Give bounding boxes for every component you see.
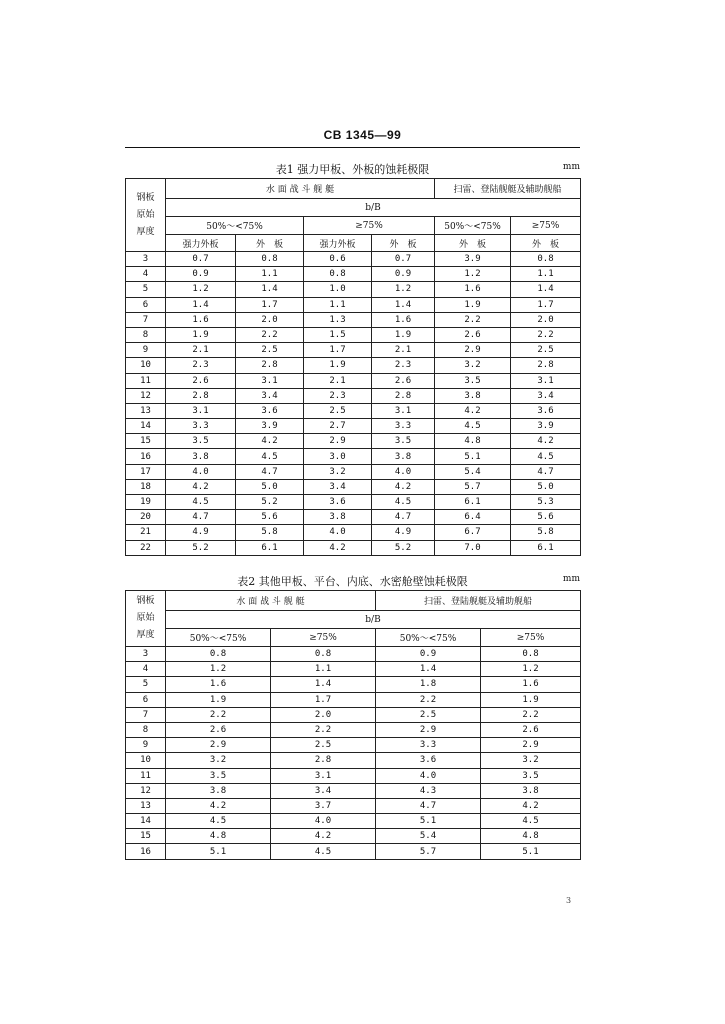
limit-value-cell: 3.6 [376,753,481,768]
limit-value-cell: 3.9 [236,419,304,434]
limit-value-cell: 2.6 [435,327,511,342]
table-row [126,783,581,798]
limit-value-cell: 2.6 [372,373,435,388]
limit-value-cell: 1.4 [511,282,581,297]
limit-value-cell: 1.4 [372,297,435,312]
limit-value-cell: 3.8 [166,449,236,464]
plate-thickness-cell: 15 [126,434,166,449]
limit-value-cell: 5.7 [435,479,511,494]
limit-value-cell: 3.5 [481,768,581,783]
limit-value-cell: 0.8 [481,647,581,662]
table1-col-label: 外 板 [511,235,581,252]
table2-stub-header [126,591,166,647]
plate-thickness-cell: 6 [126,297,166,312]
table-row [126,768,581,783]
table1-ratio-b2: ≥75% [511,217,581,235]
limit-value-cell: 6.7 [435,525,511,540]
limit-value-cell: 2.6 [166,722,271,737]
limit-value-cell: 2.8 [511,358,581,373]
limit-value-cell: 3.7 [271,798,376,813]
limit-value-cell: 4.9 [166,525,236,540]
plate-thickness-cell: 11 [126,768,166,783]
plate-thickness-cell: 15 [126,829,166,844]
limit-value-cell: 2.6 [166,373,236,388]
limit-value-cell: 3.9 [435,252,511,267]
limit-value-cell: 2.0 [236,312,304,327]
table-row [126,343,581,358]
table2-col-label: ≥75% [271,629,376,647]
limit-value-cell: 1.2 [435,267,511,282]
limit-value-cell: 3.3 [372,419,435,434]
limit-value-cell: 3.5 [166,768,271,783]
limit-value-cell: 1.1 [304,297,372,312]
plate-thickness-cell: 16 [126,844,166,859]
limit-value-cell: 6.4 [435,510,511,525]
limit-value-cell: 2.2 [481,707,581,722]
limit-value-cell: 4.8 [481,829,581,844]
plate-thickness-cell: 14 [126,419,166,434]
table-row [126,677,581,692]
stub-line: 钢板 [136,596,155,606]
limit-value-cell: 0.6 [304,252,372,267]
limit-value-cell: 1.6 [166,677,271,692]
limit-value-cell: 2.3 [166,358,236,373]
limit-value-cell: 3.2 [435,358,511,373]
limit-value-cell: 4.2 [166,479,236,494]
table-row [126,419,581,434]
page-number: 3 [566,896,572,905]
limit-value-cell: 0.7 [166,252,236,267]
limit-value-cell: 1.1 [236,267,304,282]
limit-value-cell: 2.6 [481,722,581,737]
limit-value-cell: 1.9 [166,327,236,342]
limit-value-cell: 3.4 [236,388,304,403]
limit-value-cell: 4.2 [372,479,435,494]
limit-value-cell: 2.9 [435,343,511,358]
limit-value-cell: 4.2 [481,798,581,813]
limit-value-cell: 7.0 [435,540,511,555]
limit-value-cell: 4.5 [372,495,435,510]
plate-thickness-cell: 16 [126,449,166,464]
table2-group-surface-combatant: 水 面 战 斗 舰 艇 [166,591,376,611]
limit-value-cell: 2.9 [481,738,581,753]
limit-value-cell: 1.4 [166,297,236,312]
limit-value-cell: 2.8 [271,753,376,768]
limit-value-cell: 1.4 [271,677,376,692]
limit-value-cell: 2.7 [304,419,372,434]
limit-value-cell: 2.1 [304,373,372,388]
limit-value-cell: 2.3 [304,388,372,403]
table2-col-label: ≥75% [481,629,581,647]
plate-thickness-cell: 21 [126,525,166,540]
plate-thickness-cell: 12 [126,388,166,403]
limit-value-cell: 2.2 [511,327,581,342]
plate-thickness-cell: 3 [126,252,166,267]
table-row [126,844,581,859]
plate-thickness-cell: 18 [126,479,166,494]
table1-ratio-a1: 50%～<75% [166,217,304,235]
stub-line: 厚度 [136,630,155,640]
plate-thickness-cell: 19 [126,495,166,510]
limit-value-cell: 2.5 [376,707,481,722]
limit-value-cell: 5.0 [511,479,581,494]
table-row [126,662,581,677]
stub-line: 厚度 [136,226,155,237]
limit-value-cell: 1.2 [481,662,581,677]
limit-value-cell: 4.7 [236,464,304,479]
limit-value-cell: 5.1 [435,449,511,464]
limit-value-cell: 4.5 [166,814,271,829]
limit-value-cell: 3.1 [511,373,581,388]
stub-line: 钢板 [136,192,155,203]
limit-value-cell: 5.4 [435,464,511,479]
limit-value-cell: 5.8 [236,525,304,540]
limit-value-cell: 5.1 [481,844,581,859]
plate-thickness-cell: 5 [126,677,166,692]
limit-value-cell: 2.0 [511,312,581,327]
limit-value-cell: 5.7 [376,844,481,859]
table2-col-label: 50%～<75% [376,629,481,647]
limit-value-cell: 4.5 [511,449,581,464]
limit-value-cell: 4.0 [376,768,481,783]
plate-thickness-cell: 8 [126,722,166,737]
limit-value-cell: 3.3 [376,738,481,753]
limit-value-cell: 5.2 [166,540,236,555]
limit-value-cell: 2.5 [304,403,372,418]
limit-value-cell: 3.4 [511,388,581,403]
limit-value-cell: 0.7 [372,252,435,267]
table1-col-label: 外 板 [435,235,511,252]
limit-value-cell: 0.8 [236,252,304,267]
limit-value-cell: 3.5 [435,373,511,388]
limit-value-cell: 1.6 [481,677,581,692]
limit-value-cell: 5.1 [166,844,271,859]
limit-value-cell: 4.2 [271,829,376,844]
limit-value-cell: 4.3 [376,783,481,798]
limit-value-cell: 3.4 [271,783,376,798]
limit-value-cell: 2.2 [236,327,304,342]
table1-stub-header [126,179,166,252]
limit-value-cell: 4.5 [271,844,376,859]
table-row [126,829,581,844]
table-row [126,327,581,342]
table-row [126,282,581,297]
table2-col-label: 50%～<75% [166,629,271,647]
limit-value-cell: 2.5 [236,343,304,358]
limit-value-cell: 4.2 [511,434,581,449]
limit-value-cell: 5.3 [511,495,581,510]
table-row [126,373,581,388]
limit-value-cell: 1.1 [271,662,376,677]
table-row [126,449,581,464]
limit-value-cell: 0.8 [166,647,271,662]
limit-value-cell: 1.9 [304,358,372,373]
limit-value-cell: 1.2 [166,662,271,677]
table1 [125,178,581,556]
limit-value-cell: 3.1 [236,373,304,388]
plate-thickness-cell: 20 [126,510,166,525]
limit-value-cell: 5.6 [511,510,581,525]
limit-value-cell: 3.3 [166,419,236,434]
limit-value-cell: 0.8 [271,647,376,662]
plate-thickness-cell: 10 [126,753,166,768]
limit-value-cell: 1.5 [304,327,372,342]
table-row [126,722,581,737]
limit-value-cell: 5.6 [236,510,304,525]
table-row [126,798,581,813]
limit-value-cell: 3.1 [271,768,376,783]
limit-value-cell: 1.6 [166,312,236,327]
limit-value-cell: 5.8 [511,525,581,540]
limit-value-cell: 1.7 [271,692,376,707]
table2-body [126,647,581,860]
table1-body [126,252,581,556]
limit-value-cell: 6.1 [435,495,511,510]
limit-value-cell: 0.9 [376,647,481,662]
table1-ratio-b1: 50%～<75% [435,217,511,235]
limit-value-cell: 4.0 [304,525,372,540]
limit-value-cell: 3.8 [166,783,271,798]
plate-thickness-cell: 13 [126,798,166,813]
table-row [126,738,581,753]
limit-value-cell: 3.5 [166,434,236,449]
limit-value-cell: 1.9 [166,692,271,707]
plate-thickness-cell: 22 [126,540,166,555]
limit-value-cell: 2.8 [372,388,435,403]
limit-value-cell: 4.0 [271,814,376,829]
limit-value-cell: 3.6 [304,495,372,510]
table-row [126,540,581,555]
table-row [126,388,581,403]
plate-thickness-cell: 7 [126,707,166,722]
table1-group-surface-combatant: 水 面 战 斗 舰 艇 [166,179,435,199]
limit-value-cell: 4.5 [166,495,236,510]
limit-value-cell: 4.8 [166,829,271,844]
limit-value-cell: 2.3 [372,358,435,373]
limit-value-cell: 2.1 [372,343,435,358]
plate-thickness-cell: 4 [126,662,166,677]
limit-value-cell: 4.8 [435,434,511,449]
limit-value-cell: 2.8 [166,388,236,403]
table-row [126,312,581,327]
plate-thickness-cell: 13 [126,403,166,418]
table2-title: 表2 其他甲板、平台、内底、水密舱壁蚀耗极限 [237,575,468,588]
limit-value-cell: 1.2 [166,282,236,297]
plate-thickness-cell: 9 [126,343,166,358]
plate-thickness-cell: 17 [126,464,166,479]
limit-value-cell: 3.8 [435,388,511,403]
limit-value-cell: 4.7 [166,510,236,525]
limit-value-cell: 4.7 [376,798,481,813]
table1-col-label: 外 板 [236,235,304,252]
limit-value-cell: 2.9 [166,738,271,753]
limit-value-cell: 4.2 [166,798,271,813]
limit-value-cell: 3.6 [511,403,581,418]
limit-value-cell: 4.5 [481,814,581,829]
limit-value-cell: 1.7 [304,343,372,358]
limit-value-cell: 0.8 [304,267,372,282]
plate-thickness-cell: 5 [126,282,166,297]
limit-value-cell: 1.7 [236,297,304,312]
limit-value-cell: 3.2 [304,464,372,479]
table2-ratio-label: b/B [166,611,581,629]
plate-thickness-cell: 12 [126,783,166,798]
limit-value-cell: 3.2 [481,753,581,768]
table2 [125,590,581,860]
table-row [126,267,581,282]
limit-value-cell: 1.0 [304,282,372,297]
limit-value-cell: 2.2 [376,692,481,707]
limit-value-cell: 2.0 [271,707,376,722]
table1-col-label: 强力外板 [304,235,372,252]
table-row [126,525,581,540]
table2-caption-bar [125,573,580,587]
table-row [126,358,581,373]
limit-value-cell: 4.7 [372,510,435,525]
limit-value-cell: 3.4 [304,479,372,494]
limit-value-cell: 6.1 [236,540,304,555]
limit-value-cell: 4.5 [435,419,511,434]
limit-value-cell: 1.9 [372,327,435,342]
plate-thickness-cell: 3 [126,647,166,662]
table-row [126,510,581,525]
limit-value-cell: 2.5 [511,343,581,358]
plate-thickness-cell: 14 [126,814,166,829]
table-row [126,403,581,418]
limit-value-cell: 1.6 [372,312,435,327]
limit-value-cell: 0.8 [511,252,581,267]
limit-value-cell: 0.9 [372,267,435,282]
limit-value-cell: 3.6 [236,403,304,418]
table-row [126,692,581,707]
table2-unit: mm [562,574,580,584]
table1-unit: mm [562,162,580,172]
limit-value-cell: 1.2 [372,282,435,297]
limit-value-cell: 1.4 [376,662,481,677]
table-row [126,252,581,267]
limit-value-cell: 2.2 [271,722,376,737]
limit-value-cell: 4.0 [372,464,435,479]
limit-value-cell: 3.8 [304,510,372,525]
table2-group-mine-landing-auxiliary: 扫雷、登陆舰艇及辅助舰船 [376,591,581,611]
table-row [126,495,581,510]
limit-value-cell: 5.0 [236,479,304,494]
table1-group-mine-landing-auxiliary: 扫雷、登陆舰艇及辅助舰船 [435,179,581,199]
table1-caption-bar [125,161,580,175]
limit-value-cell: 1.6 [435,282,511,297]
table1-col-label: 强力外板 [166,235,236,252]
plate-thickness-cell: 11 [126,373,166,388]
table-row [126,814,581,829]
plate-thickness-cell: 9 [126,738,166,753]
limit-value-cell: 2.5 [271,738,376,753]
limit-value-cell: 4.9 [372,525,435,540]
limit-value-cell: 4.2 [435,403,511,418]
limit-value-cell: 3.9 [511,419,581,434]
stub-line: 原始 [136,209,155,220]
table-row [126,297,581,312]
limit-value-cell: 1.9 [435,297,511,312]
limit-value-cell: 3.1 [166,403,236,418]
limit-value-cell: 5.4 [376,829,481,844]
table-row [126,434,581,449]
limit-value-cell: 2.2 [166,707,271,722]
limit-value-cell: 3.8 [372,449,435,464]
limit-value-cell: 1.8 [376,677,481,692]
table-row [126,647,581,662]
limit-value-cell: 6.1 [511,540,581,555]
plate-thickness-cell: 6 [126,692,166,707]
limit-value-cell: 2.9 [376,722,481,737]
limit-value-cell: 5.1 [376,814,481,829]
limit-value-cell: 1.1 [511,267,581,282]
limit-value-cell: 3.1 [372,403,435,418]
limit-value-cell: 1.3 [304,312,372,327]
limit-value-cell: 3.2 [166,753,271,768]
limit-value-cell: 2.8 [236,358,304,373]
limit-value-cell: 4.5 [236,449,304,464]
limit-value-cell: 5.2 [236,495,304,510]
limit-value-cell: 3.5 [372,434,435,449]
limit-value-cell: 3.0 [304,449,372,464]
limit-value-cell: 1.4 [236,282,304,297]
limit-value-cell: 3.8 [481,783,581,798]
limit-value-cell: 4.0 [166,464,236,479]
limit-value-cell: 2.1 [166,343,236,358]
plate-thickness-cell: 7 [126,312,166,327]
limit-value-cell: 2.2 [435,312,511,327]
limit-value-cell: 4.2 [304,540,372,555]
table-row [126,753,581,768]
limit-value-cell: 1.9 [481,692,581,707]
plate-thickness-cell: 8 [126,327,166,342]
table1-ratio-a2: ≥75% [304,217,435,235]
table1-title: 表1 强力甲板、外板的蚀耗极限 [275,163,430,176]
table1-ratio-label: b/B [166,199,581,217]
limit-value-cell: 4.7 [511,464,581,479]
limit-value-cell: 1.7 [511,297,581,312]
plate-thickness-cell: 10 [126,358,166,373]
table-row [126,707,581,722]
standard-code: CB 1345—99 [323,128,402,142]
table-row [126,464,581,479]
limit-value-cell: 2.9 [304,434,372,449]
limit-value-cell: 0.9 [166,267,236,282]
table1-col-label: 外 板 [372,235,435,252]
limit-value-cell: 4.2 [236,434,304,449]
stub-line: 原始 [136,613,155,623]
table-row [126,479,581,494]
plate-thickness-cell: 4 [126,267,166,282]
header-rule [125,147,580,148]
limit-value-cell: 5.2 [372,540,435,555]
